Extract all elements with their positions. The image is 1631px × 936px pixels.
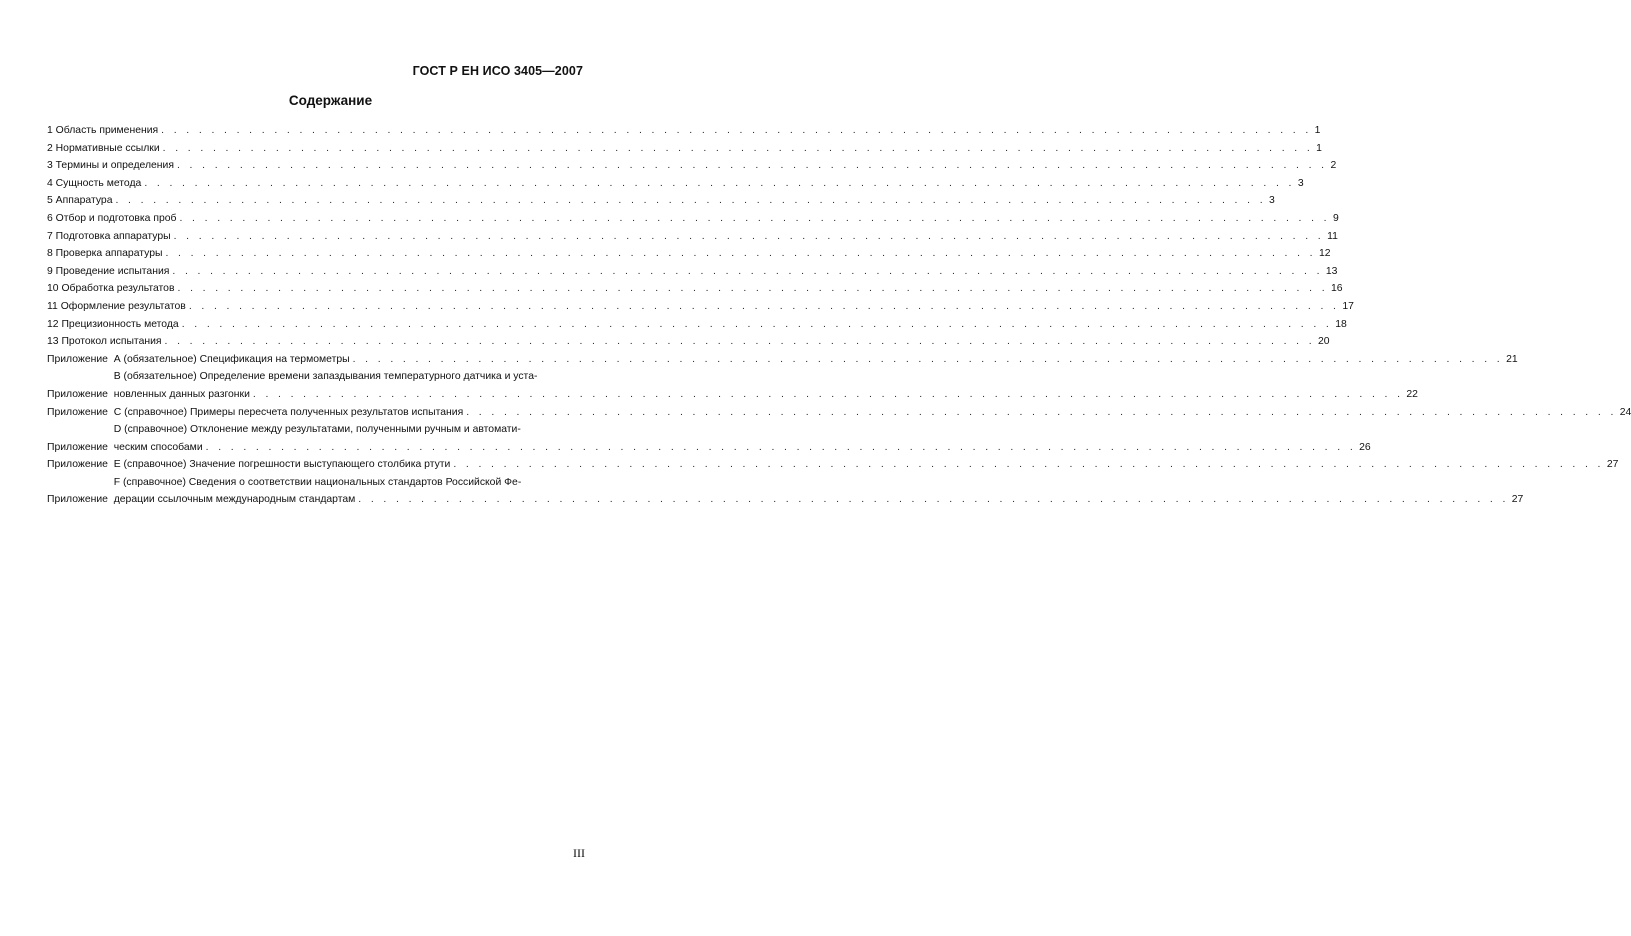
toc-entry[interactable] (47, 298, 1354, 316)
dot-leader (177, 157, 1328, 175)
toc-entry-page: 21 (1506, 353, 1518, 365)
toc-entry-title: Протокол испытания (61, 336, 162, 348)
toc-entry-number: Приложение (47, 406, 114, 418)
toc-entry-page: 13 (1325, 265, 1338, 277)
toc-entry-page: 26 (1359, 441, 1371, 453)
toc-entry-title: Аппаратура (55, 195, 113, 207)
dot-leader (466, 404, 1617, 422)
toc-entry[interactable] (47, 210, 1339, 228)
dot-leader (253, 386, 1404, 404)
toc-entry-page: 1 (1316, 142, 1322, 154)
toc-entry-page: 22 (1406, 388, 1418, 400)
dot-leader (115, 192, 1266, 210)
toc-entry[interactable] (47, 228, 1338, 246)
toc-entry-number: 9 (47, 265, 56, 277)
dot-leader (358, 491, 1509, 509)
toc-entry[interactable] (47, 245, 1331, 263)
toc-entry-number: 6 (47, 212, 56, 224)
toc-entry-title: Обработка результатов (61, 283, 175, 295)
toc-entry[interactable] (47, 456, 1619, 474)
toc-entry-page: 18 (1335, 318, 1347, 330)
toc-entry-title: Подготовка аппаратуры (55, 230, 171, 242)
toc-entry[interactable] (47, 316, 1347, 334)
toc-entry[interactable] (47, 140, 1322, 158)
toc-entry-number: 11 (47, 300, 61, 312)
table-of-contents (47, 122, 1631, 509)
toc-entry-number: 10 (47, 283, 62, 295)
page-number: III (573, 846, 585, 860)
toc-entry[interactable] (47, 368, 1418, 403)
toc-entry-title: Оформление результатов (60, 300, 186, 312)
toc-entry-page: 27 (1606, 459, 1619, 471)
toc-entry-title: С (справочное) Примеры пересчета полученных результатов испытания (113, 406, 464, 418)
toc-entry-title: Проведение испытания (55, 265, 170, 277)
dot-leader (453, 456, 1604, 474)
toc-entry-page: 3 (1297, 177, 1304, 189)
toc-entry-number: 7 (47, 230, 56, 242)
toc-entry-number: 5 (47, 195, 56, 207)
toc-entry-page: 1 (1314, 125, 1321, 136)
toc-entry-number: Приложение (47, 459, 114, 471)
toc-entry-number: 8 (47, 248, 56, 260)
toc-entry-title: Отбор и подготовка проб (55, 212, 177, 224)
toc-entry-title: Сущность метода (55, 177, 142, 189)
toc-entry-page: 20 (1318, 336, 1330, 348)
dot-leader (165, 333, 1316, 351)
toc-entry-title: Е (справочное) Значение погрешности выступающего столбика ртути (113, 459, 451, 471)
toc-entry[interactable] (47, 404, 1631, 422)
toc-entry-title: новленных данных разгонки (113, 388, 250, 400)
toc-entry-page: 9 (1332, 212, 1339, 224)
toc-entry-page: 2 (1330, 160, 1337, 172)
toc-entry[interactable] (47, 280, 1343, 298)
toc-entry-number: Приложение (47, 353, 114, 365)
toc-entry-title: А (обязательное) Спецификация на термометры (113, 353, 350, 365)
dot-leader (189, 298, 1340, 316)
toc-entry[interactable] (47, 263, 1338, 281)
dot-leader (144, 175, 1295, 193)
toc-entry-number: 2 (47, 142, 56, 154)
dot-leader (163, 140, 1314, 158)
toc-entry-number: Приложение (47, 441, 114, 453)
dot-leader (178, 280, 1329, 298)
toc-entry[interactable] (47, 474, 1524, 509)
dot-leader (172, 263, 1323, 281)
toc-entry-page: 12 (1318, 248, 1331, 260)
toc-entry-title: F (справочное) Сведения о соответствии национальных стандартов Российской Фе- (113, 476, 522, 488)
toc-entry-title: В (обязательное) Определение времени запаздывания температурного датчика и уста- (113, 371, 538, 383)
dot-leader (165, 245, 1316, 263)
dot-leader (179, 210, 1330, 228)
toc-entry-title: дерации ссылочным международным стандартам (113, 494, 356, 506)
toc-entry-title: Область применения (55, 125, 159, 136)
toc-entry[interactable] (47, 175, 1304, 193)
page-title: Содержание (288, 93, 373, 108)
dot-leader (174, 228, 1325, 246)
toc-entry[interactable] (47, 333, 1330, 351)
toc-entry-page: 24 (1619, 406, 1631, 418)
dot-leader (182, 316, 1333, 334)
toc-entry-title: Прецизионность метода (61, 318, 179, 330)
toc-entry-page: 11 (1327, 230, 1338, 242)
dot-leader (206, 439, 1357, 457)
toc-entry-title: D (справочное) Отклонение между результатами, полученными ручным и автомати- (113, 424, 521, 436)
toc-entry-number: 4 (47, 177, 56, 189)
toc-entry[interactable] (47, 157, 1337, 175)
toc-entry-page: 16 (1331, 283, 1343, 295)
dot-leader (353, 351, 1504, 369)
toc-entry-title: Термины и определения (55, 160, 174, 172)
toc-entry-number: 3 (47, 160, 56, 172)
toc-entry[interactable] (47, 192, 1275, 210)
toc-entry-title: Проверка аппаратуры (55, 248, 163, 260)
toc-entry[interactable] (47, 421, 1371, 456)
toc-entry-page: 17 (1342, 300, 1354, 312)
toc-entry[interactable] (47, 351, 1518, 369)
toc-entry-number: 13 (47, 336, 62, 348)
toc-entry-number: 1 (47, 125, 56, 136)
toc-entry[interactable] (47, 122, 1321, 140)
toc-entry-title: ческим способами (113, 441, 203, 453)
toc-entry-page: 3 (1268, 195, 1275, 207)
toc-entry-page: 27 (1511, 494, 1524, 506)
toc-entry-number: Приложение (47, 388, 114, 400)
toc-entry-number: Приложение (47, 494, 114, 506)
standard-designation: ГОСТ Р ЕН ИСО 3405—2007 (412, 64, 583, 78)
toc-entry-number: 12 (47, 318, 62, 330)
dot-leader (161, 122, 1312, 140)
toc-entry-title: Нормативные ссылки (55, 142, 160, 154)
